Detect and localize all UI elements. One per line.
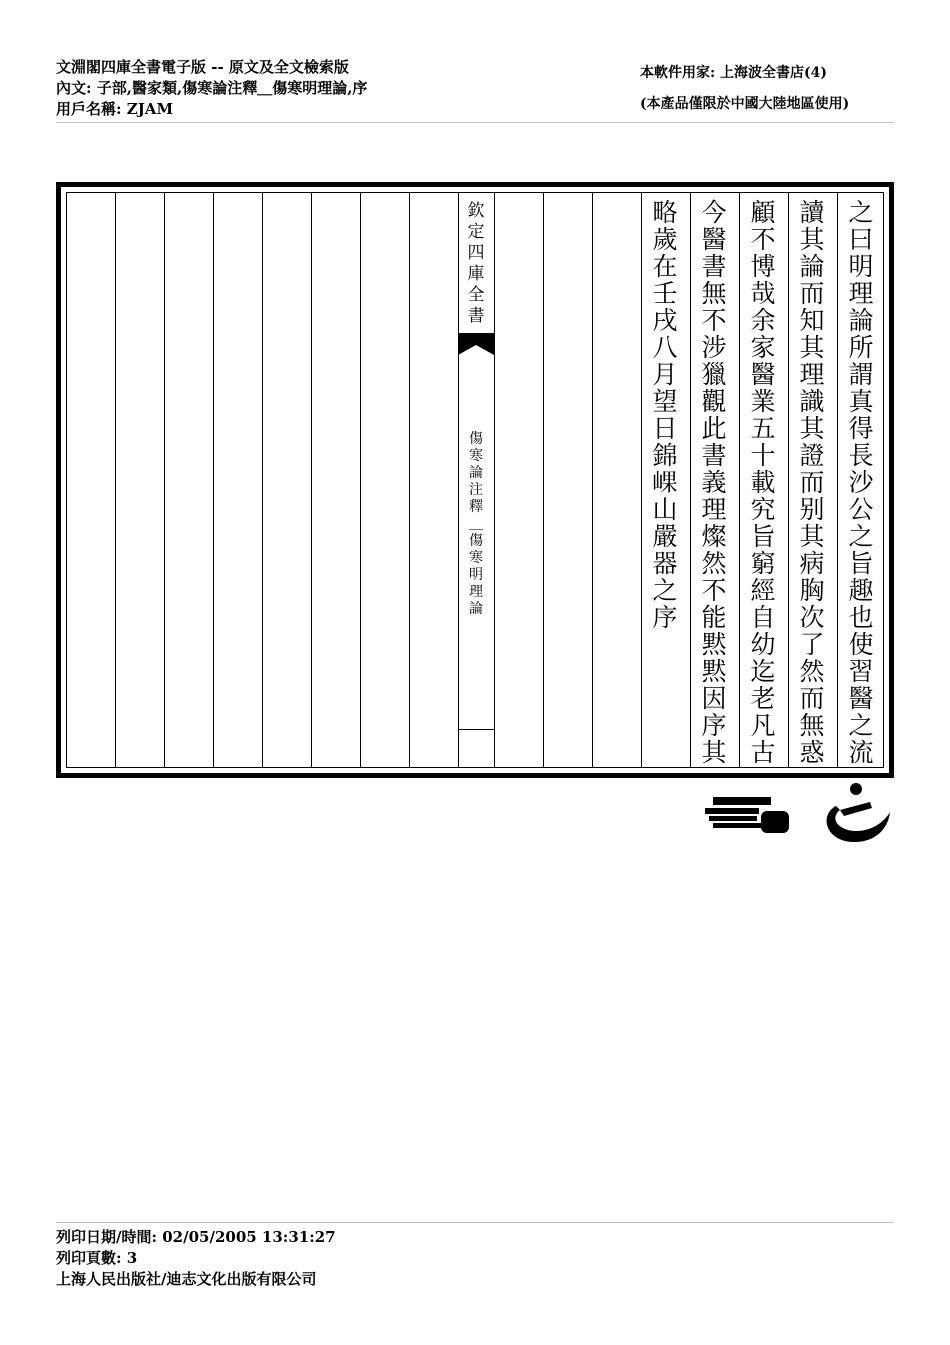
column-rule — [311, 193, 312, 767]
column-rule — [458, 193, 459, 767]
publisher-logo-emblem-icon — [818, 780, 892, 848]
text-column-4: 今醫書無不涉獵觀此書義理燦然不能黙黙因序其 — [701, 198, 727, 767]
center-chapter-title: 傷寒論注釋＿傷寒明理論 — [469, 431, 483, 617]
column-rule — [837, 193, 838, 767]
column-rule — [543, 193, 544, 767]
text-column-2: 讀其論而知其理識其證而别其病胸次了然而無惑 — [799, 198, 825, 767]
column-rule — [262, 193, 263, 767]
text-column-3: 顧不博哉余家醫業五十載究旨窮經自幼迄老凡古 — [750, 198, 776, 767]
column-rule — [641, 193, 642, 767]
header-title: 文淵閣四庫全書電子版 -- 原文及全文檢索版 — [56, 58, 349, 76]
book-page-inner — [66, 192, 884, 768]
footer-publisher: 上海人民出版社/迪志文化出版有限公司 — [56, 1270, 317, 1288]
column-rule — [788, 193, 789, 767]
column-rule — [592, 193, 593, 767]
header-content-path: 內文: 子部,醫家類,傷寒論注釋＿傷寒明理論,序 — [56, 79, 368, 97]
column-rule — [409, 193, 410, 767]
text-column-5: 略歲在壬戌八月望日錦𡸖山嚴器之序 — [652, 198, 678, 632]
center-strip-rule — [494, 193, 495, 767]
header-licensee: 本軟件用家: 上海波全書店(4) — [640, 65, 828, 81]
center-strip-divider — [458, 729, 494, 730]
text-column-1: 之曰明理論所謂真得長沙公之旨趣也使習醫之流 — [848, 198, 874, 767]
book-page-frame — [56, 182, 894, 778]
publisher-logo-bars-icon — [705, 795, 789, 839]
footer-print-datetime: 列印日期/時間: 02/05/2005 13:31:27 — [56, 1228, 336, 1246]
column-rule — [739, 193, 740, 767]
header-divider — [56, 122, 894, 123]
header-restriction: (本產品僅限於中國大陸地區使用) — [640, 96, 850, 112]
footer-divider — [56, 1222, 894, 1223]
header-user-name: 用戶名稱: ZJAM — [56, 100, 174, 118]
column-rule — [213, 193, 214, 767]
footer-page-count: 列印頁數: 3 — [56, 1249, 138, 1267]
center-book-title: 欽定四庫全書 — [467, 201, 485, 326]
column-rule — [360, 193, 361, 767]
column-rule — [164, 193, 165, 767]
column-rule — [690, 193, 691, 767]
column-rule — [115, 193, 116, 767]
